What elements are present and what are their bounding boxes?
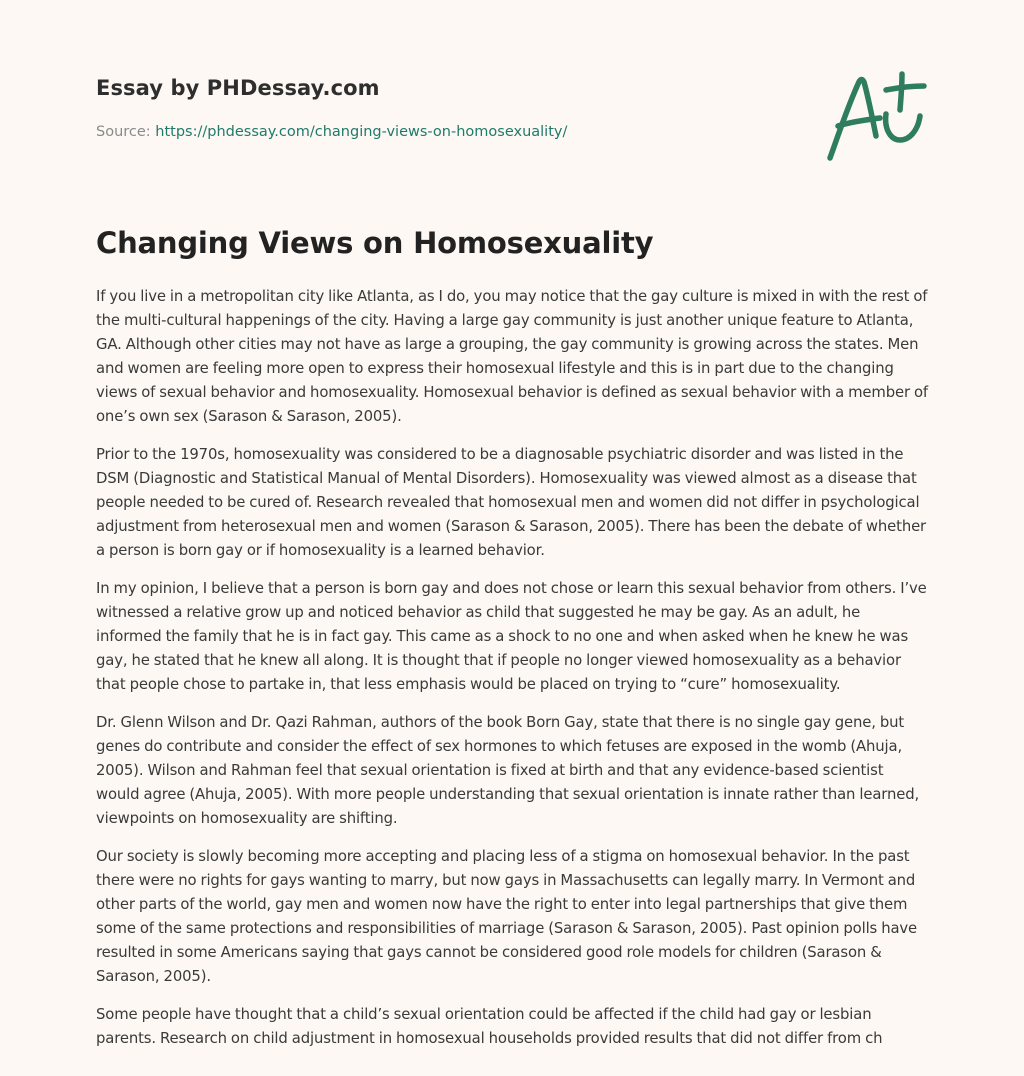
- essay-body: [96, 284, 928, 1064]
- source-line: [96, 124, 567, 140]
- essay-paragraph: Our society is slowly becoming more accepting and placing less of a stigma on homosexual behavior. In the past there were no rights for gays wanting to marry, but now gays in Massachusetts can legally marry. In Vermont and other parts of the world, gay men and women now have the right to enter into legal partnerships that give them some of the same protections and responsibilities of marriage (Sarason & Sarason, 2005). Past opinion polls have resulted in some Americans saying that gays cannot be considered good role models for children (Sarason & Sarason, 2005).: [96, 847, 918, 985]
- a-plus-logo: [820, 66, 930, 166]
- essay-paragraph: If you live in a metropolitan city like Atlanta, as I do, you may notice that the gay culture is mixed in with the rest of the multi-cultural happenings of the city. Having a large gay community is just another unique feature to Atlanta, GA. Although other cities may not have as large a grouping, the gay community is growing across the states. Men and women are feeling more open to express their homosexual lifestyle and this is in part due to the changing views of sexual behavior and homosexuality. Homosexual behavior is defined as sexual behavior with a member of one’s own sex (Sarason & Sarason, 2005).: [96, 287, 928, 425]
- essay-paragraph: In my opinion, I believe that a person is born gay and does not chose or learn this sexual behavior from others. I’ve witnessed a relative grow up and noticed behavior as child that suggested he may be gay. As an adult, he informed the family that he is in fact gay. This came as a shock to no one and when asked when he knew he was gay, he stated that he knew all along. It is thought that if people no longer viewed homosexuality as a behavior that people chose to partake in, that less emphasis would be placed on trying to “cure” homosexuality.: [96, 579, 927, 693]
- source-link[interactable]: https://phdessay.com/changing-views-on-homosexuality/: [155, 124, 568, 140]
- site-title: Essay by PHDessay.com: [96, 76, 380, 100]
- source-label: Source:: [96, 124, 151, 140]
- essay-title: Changing Views on Homosexuality: [96, 226, 654, 260]
- essay-paragraph: Dr. Glenn Wilson and Dr. Qazi Rahman, authors of the book Born Gay, state that there is no single gay gene, but genes do contribute and consider the effect of sex hormones to which fetuses are exposed in the womb (Ahuja, 2005). Wilson and Rahman feel that sexual orientation is fixed at birth and that any evidence-based scientist would agree (Ahuja, 2005). With more people understanding that sexual orientation is innate rather than learned, viewpoints on homosexuality are shifting.: [96, 713, 920, 827]
- essay-paragraph: Prior to the 1970s, homosexuality was considered to be a diagnosable psychiatric disorder and was listed in the DSM (Diagnostic and Statistical Manual of Mental Disorders). Homosexuality was viewed almost as a disease that people needed to be cured of. Research revealed that homosexual men and women did not differ in psychological adjustment from heterosexual men and women (Sarason & Sarason, 2005). There has been the debate of whether a person is born gay or if homosexuality is a learned behavior.: [96, 445, 927, 559]
- essay-paragraph: Some people have thought that a child’s sexual orientation could be affected if the child had gay or lesbian parents. Research on child adjustment in homosexual households provided results that did not differ from ch: [96, 1005, 883, 1047]
- a-plus-logo-icon: [820, 66, 930, 166]
